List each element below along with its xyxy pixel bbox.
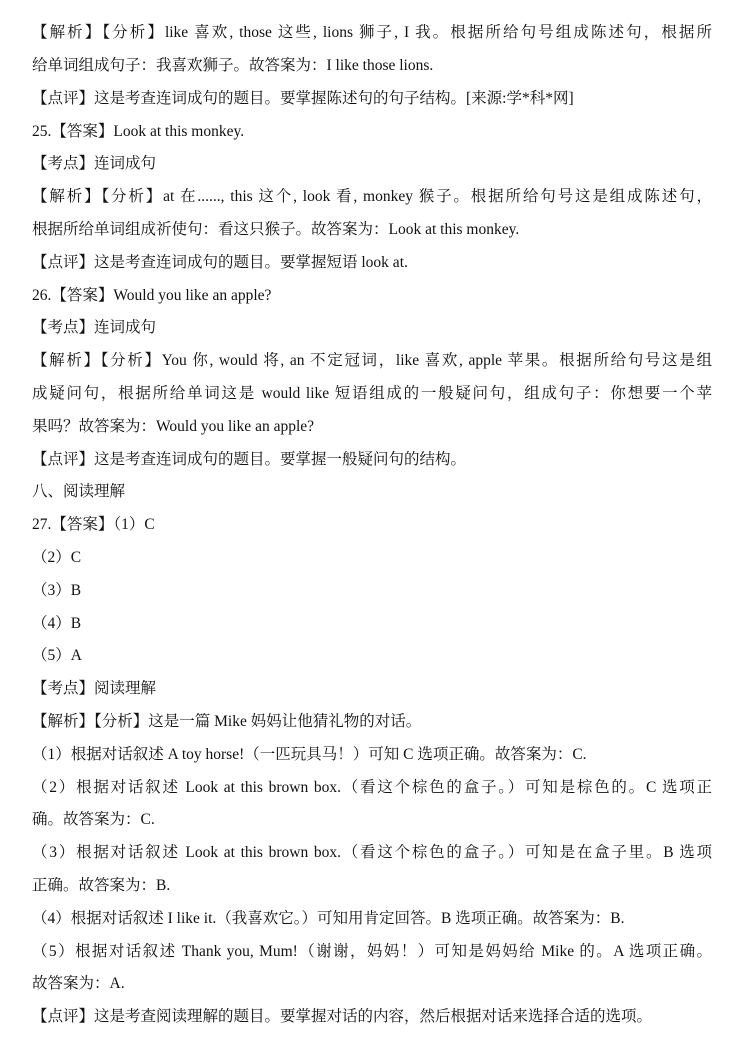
comment-25: 【点评】这是考查连词成句的题目。要掌握短语 look at.: [32, 254, 408, 271]
answer-25: 25.【答案】Look at this monkey.: [32, 123, 245, 140]
comment-24: 【点评】这是考查连词成句的题目。要掌握陈述句的句子结构。[来源:学*科*网]: [32, 90, 574, 107]
analysis-25-line-2: 根据所给单词组成祈使句：看这只猴子。故答案为：Look at this monkey.: [32, 221, 520, 238]
analysis-27-item-5-line-1: （5）根据对话叙述 Thank you, Mum!（谢谢，妈妈！）可知是妈妈给 Mike 的。A 选项正确。: [32, 943, 712, 960]
analysis-26-line-2: 成疑问句，根据所给单词这是 would like 短语组成的一般疑问句，组成句子：你想要一个苹: [32, 385, 712, 402]
analysis-27-item-3-line-1: （3）根据对话叙述 Look at this brown box.（看这个棕色的盒子。）可知是在盒子里。B 选项: [32, 844, 712, 861]
topic-25: 【考点】连词成句: [32, 155, 157, 172]
analysis-27-intro: 【解析】【分析】这是一篇 Mike 妈妈让他猜礼物的对话。: [32, 713, 422, 730]
comment-26: 【点评】这是考查连词成句的题目。要掌握一般疑问句的结构。: [32, 451, 467, 468]
analysis-24-line-2: 给单词组成句子：我喜欢狮子。故答案为：I like those lions.: [32, 57, 434, 74]
analysis-27-item-4: （4）根据对话叙述 I like it.（我喜欢它。）可知用肯定回答。B 选项正确。故答案为：B.: [32, 910, 625, 927]
analysis-27-item-2-line-2: 确。故答案为：C.: [32, 811, 155, 828]
analysis-26-line-1: 【解析】【分析】You 你, would 将, an 不定冠词，like 喜欢, apple 苹果。根据所给句号这是组: [32, 352, 712, 369]
answer-27-part-5: （5）A: [32, 647, 82, 664]
analysis-25-line-1: 【解析】【分析】at 在......, this 这个, look 看, monkey 猴子。根据所给句号这是组成陈述句，: [32, 188, 712, 205]
analysis-26-line-3: 果吗？故答案为：Would you like an apple?: [32, 418, 315, 435]
topic-26: 【考点】连词成句: [32, 319, 157, 336]
topic-27: 【考点】阅读理解: [32, 680, 157, 697]
analysis-27-item-3-line-2: 正确。故答案为：B.: [32, 877, 171, 894]
answer-26: 26.【答案】Would you like an apple?: [32, 287, 272, 304]
answer-27-part-3: （3）B: [32, 582, 82, 599]
answer-27-part-4: （4）B: [32, 615, 82, 632]
analysis-27-item-5-line-2: 故答案为：A.: [32, 975, 125, 992]
comment-27: 【点评】这是考查阅读理解的题目。要掌握对话的内容，然后根据对话来选择合适的选项。: [32, 1008, 653, 1025]
answer-27-part-1: 27.【答案】（1）C: [32, 516, 155, 533]
analysis-27-item-1: （1）根据对话叙述 A toy horse!（一匹玩具马！）可知 C 选项正确。故答案为：C.: [32, 746, 587, 763]
answer-27-part-2: （2）C: [32, 549, 82, 566]
analysis-27-item-2-line-1: （2）根据对话叙述 Look at this brown box.（看这个棕色的盒子。）可知是棕色的。C 选项正: [32, 779, 712, 796]
section-heading-reading: 八、阅读理解: [32, 483, 126, 500]
analysis-24-line-1: 【解析】【分析】like 喜欢, those 这些, lions 狮子, I 我。根据所给句号组成陈述句，根据所: [32, 24, 712, 41]
